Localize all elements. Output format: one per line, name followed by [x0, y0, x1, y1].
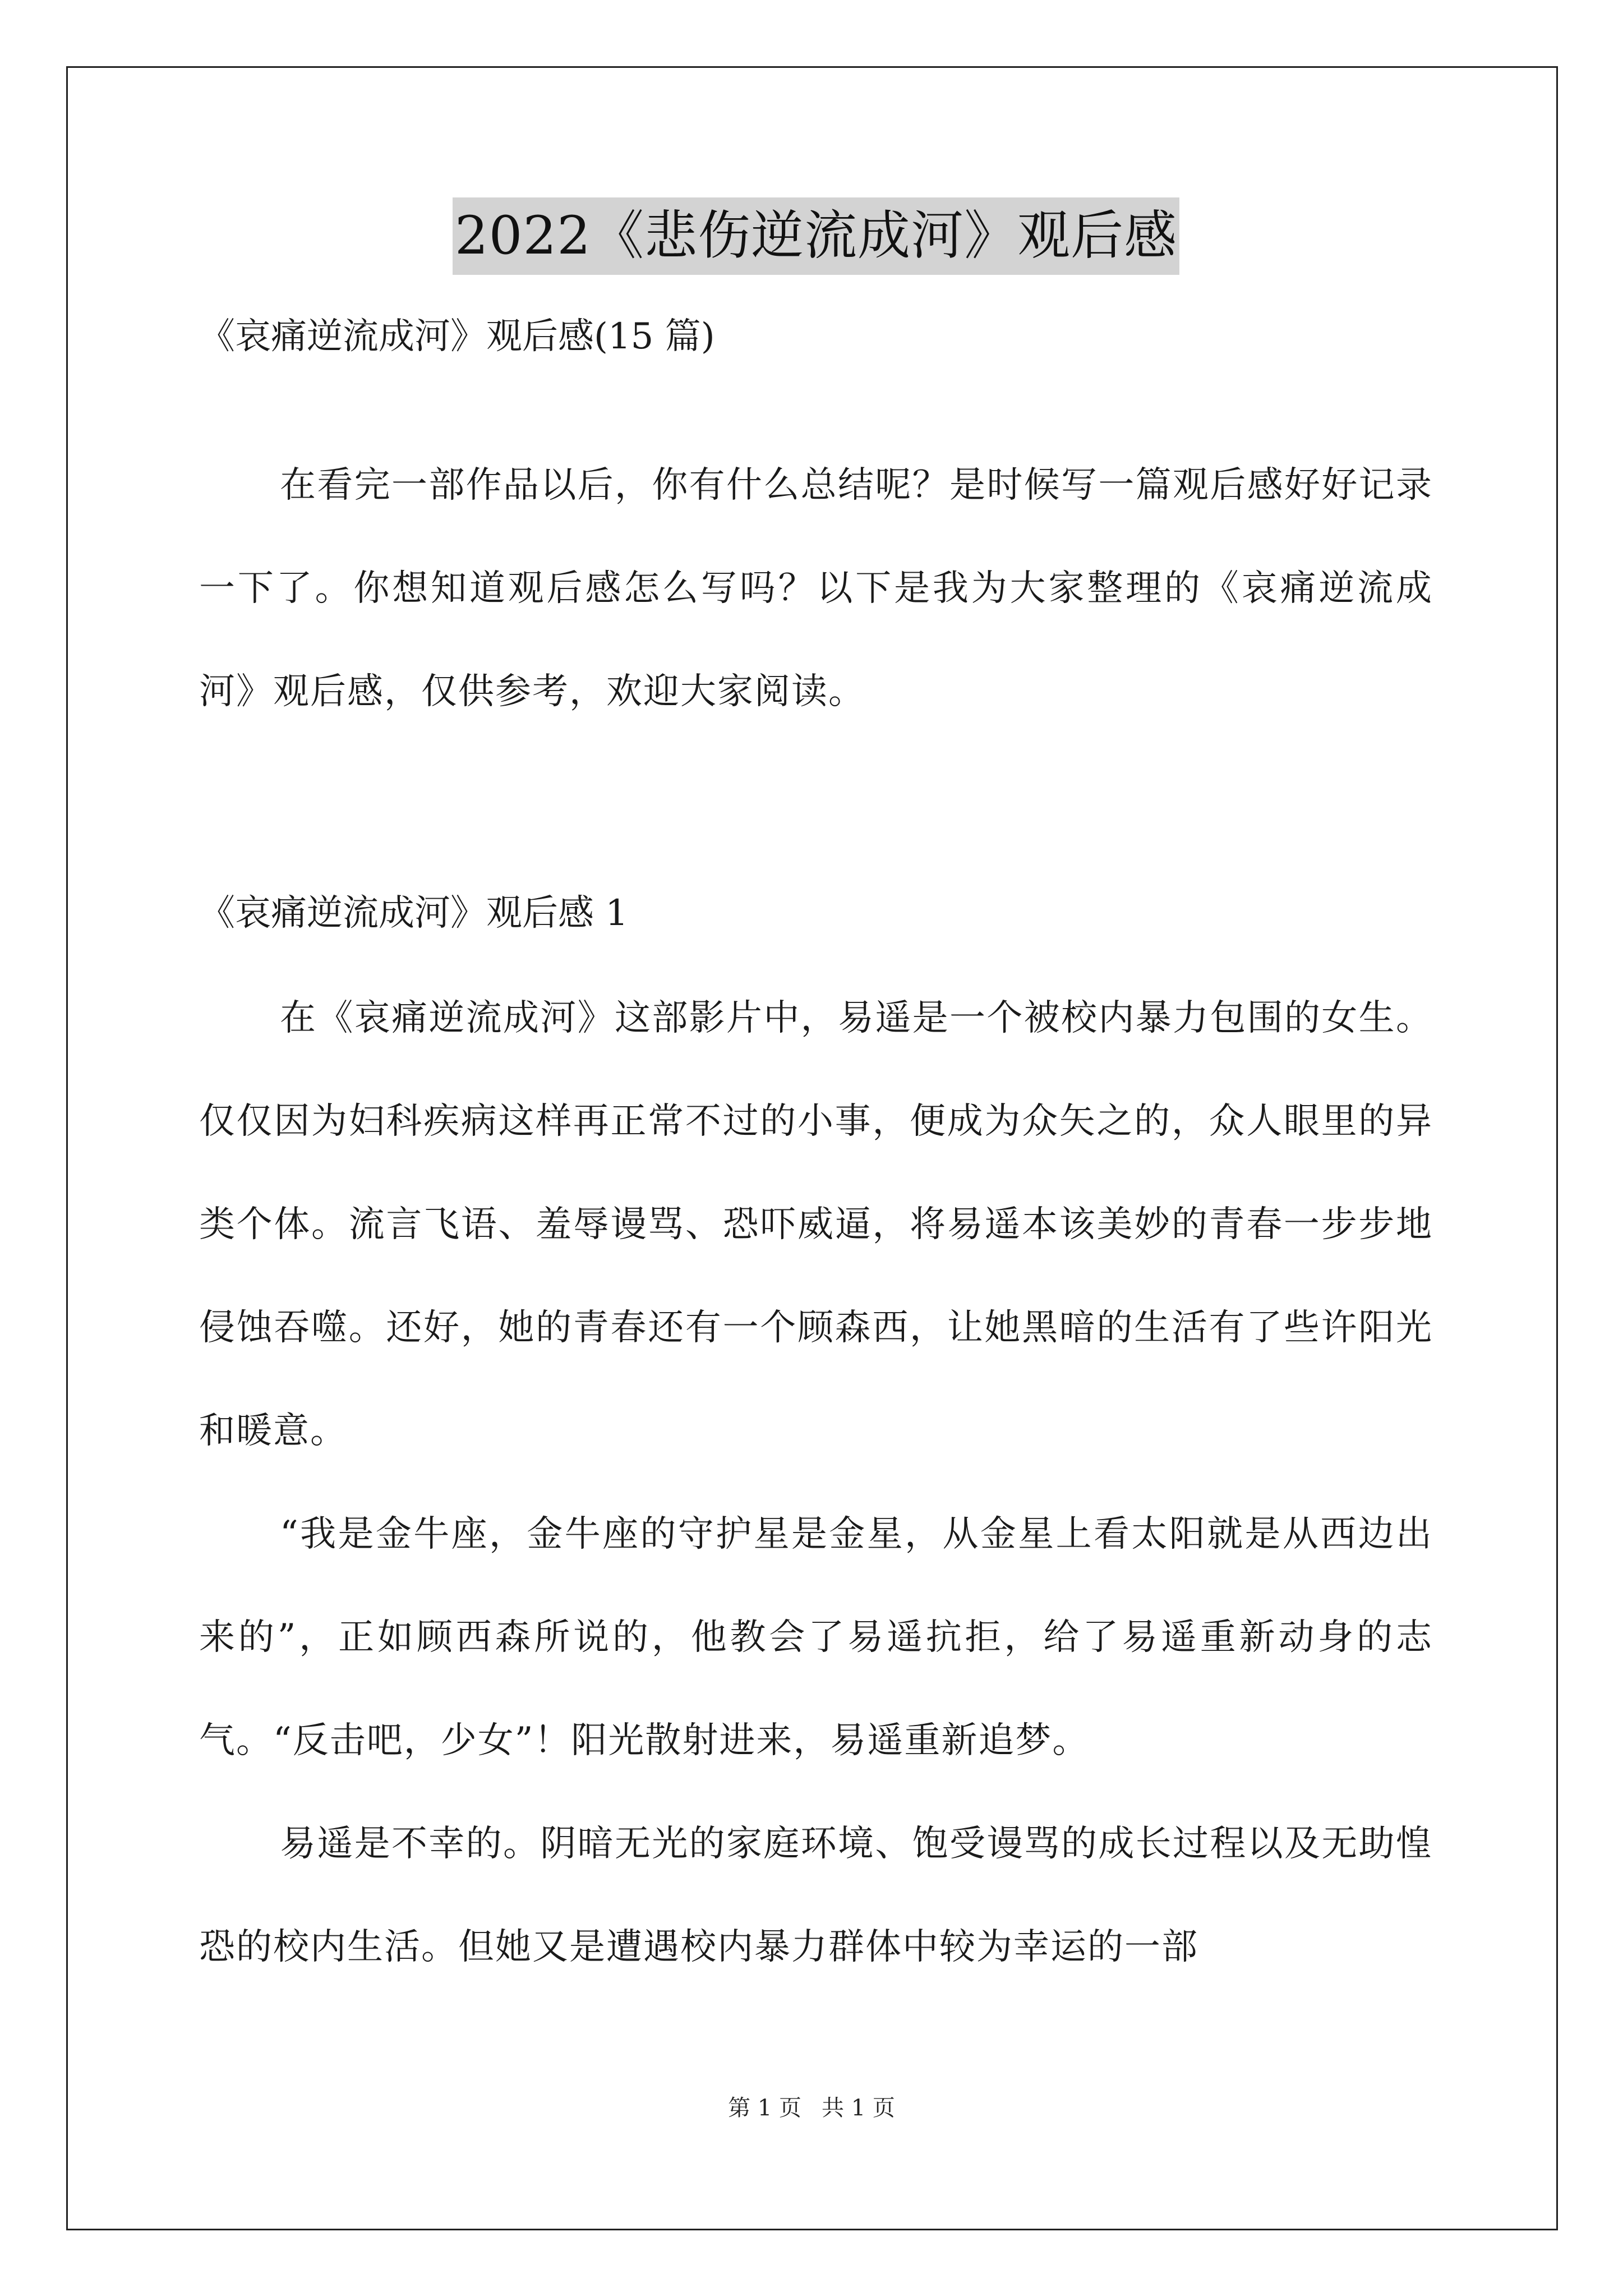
section-heading: 《哀痛逆流成河》观后感 1 [199, 892, 629, 934]
document-title: 2022《悲伤逆流成河》观后感 [453, 197, 1179, 275]
page-footer [0, 2090, 1623, 2122]
document-subtitle: 《哀痛逆流成河》观后感(15 篇) [199, 316, 715, 357]
body-paragraph-2: “我是金牛座，金牛座的守护星是金星，从金星上看太阳就是从西边出来的”，正如顾西森所说的，他教会了易遥抗拒，给了易遥重新动身的志气。“反击吧，少女”！阳光散射进来，易遥重新追梦。 [199, 1513, 1433, 1761]
page-number: 第 1 页 [728, 2095, 801, 2121]
body-paragraph-1: 在《哀痛逆流成河》这部影片中，易遥是一个被校内暴力包围的女生。仅仅因为妇科疾病这样再正常不过的小事，便成为众矢之的，众人眼里的异类个体。流言飞语、羞辱谩骂、恐吓威逼，将易遥本该美妙的青春一步步地侵蚀吞噬。还好，她的青春还有一个顾森西，让她黑暗的生活有了些许阳光和暖意。 [199, 997, 1433, 1452]
title-wrap [199, 197, 1433, 275]
body-paragraph-3: 易遥是不幸的。阴暗无光的家庭环境、饱受谩骂的成长过程以及无助惶恐的校内生活。但她又是遭遇校内暴力群体中较为幸运的一部 [199, 1823, 1433, 1968]
intro-paragraph: 在看完一部作品以后，你有什么总结呢？是时候写一篇观后感好好记录一下了。你想知道观后感怎么写吗？以下是我为大家整理的《哀痛逆流成河》观后感，仅供参考，欢迎大家阅读。 [199, 464, 1433, 712]
page-total: 共 1 页 [822, 2095, 895, 2121]
